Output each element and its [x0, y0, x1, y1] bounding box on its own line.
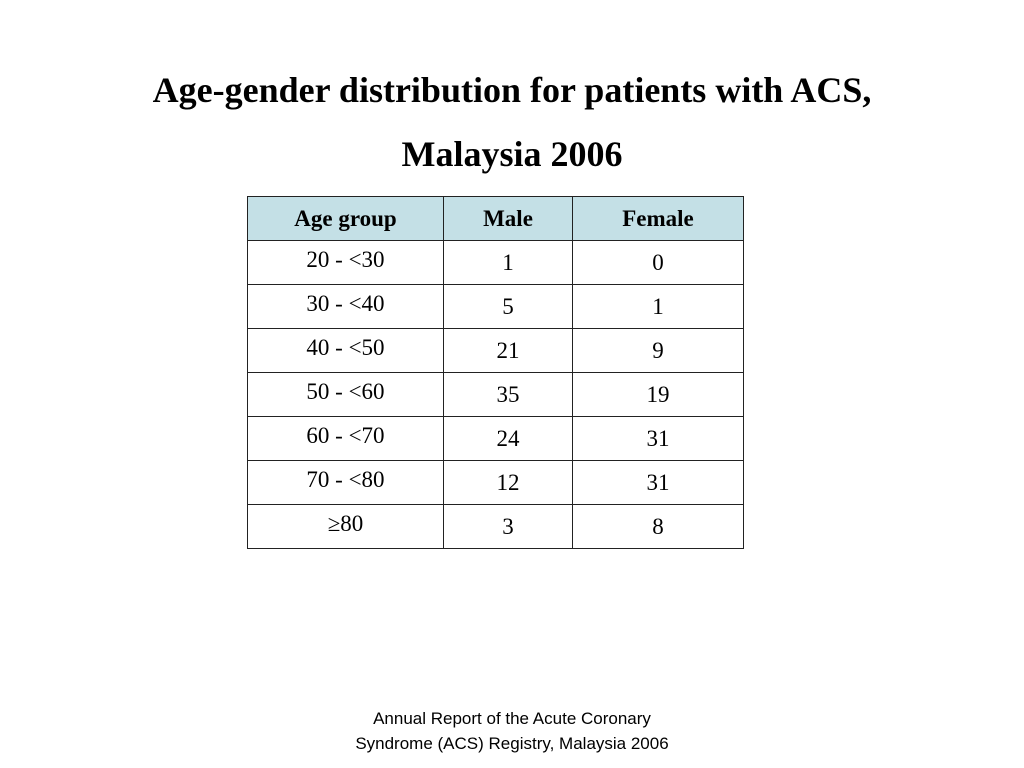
slide-title [60, 58, 964, 186]
source-citation [312, 706, 712, 756]
table-row [248, 417, 744, 461]
male-count-cell: 3 [444, 505, 573, 549]
female-count-cell: 0 [573, 241, 744, 285]
female-count-cell: 9 [573, 329, 744, 373]
age-group-cell [248, 417, 444, 461]
source-citation-line-1: Annual Report of the Acute Coronary [373, 709, 651, 728]
age-group-label: 70 - <80 [306, 466, 385, 492]
age-group-label: 50 - <60 [306, 378, 385, 404]
table-header [248, 197, 744, 241]
table-row [248, 241, 744, 285]
slide-title-line-2: Malaysia 2006 [401, 134, 623, 174]
table-row [248, 461, 744, 505]
female-count-cell: 19 [573, 373, 744, 417]
age-group-label: 40 - <50 [306, 334, 385, 360]
age-group-label: 60 - <70 [306, 422, 385, 448]
header-male: Male [444, 197, 573, 241]
age-group-cell [248, 285, 444, 329]
table-row [248, 329, 744, 373]
male-count-cell: 12 [444, 461, 573, 505]
table-header-row [248, 197, 744, 241]
age-group-cell [248, 329, 444, 373]
source-citation-line-2: Syndrome (ACS) Registry, Malaysia 2006 [355, 734, 669, 753]
age-group-cell [248, 241, 444, 285]
table-row [248, 285, 744, 329]
female-count-cell: 31 [573, 417, 744, 461]
male-count-cell: 24 [444, 417, 573, 461]
age-group-cell [248, 505, 444, 549]
female-count-cell: 31 [573, 461, 744, 505]
table-row [248, 373, 744, 417]
age-group-label: 30 - <40 [306, 290, 385, 316]
male-count-cell: 35 [444, 373, 573, 417]
age-gender-table [247, 196, 744, 549]
header-age-group: Age group [248, 197, 444, 241]
male-count-cell: 21 [444, 329, 573, 373]
header-female: Female [573, 197, 744, 241]
male-count-cell: 1 [444, 241, 573, 285]
age-group-label: 20 - <30 [306, 246, 385, 272]
table-row [248, 505, 744, 549]
slide-title-line-1: Age-gender distribution for patients with ACS, [152, 70, 872, 110]
female-count-cell: 1 [573, 285, 744, 329]
age-group-cell [248, 373, 444, 417]
female-count-cell: 8 [573, 505, 744, 549]
age-group-cell [248, 461, 444, 505]
age-group-label: ≥80 [327, 510, 364, 536]
male-count-cell: 5 [444, 285, 573, 329]
table-body [248, 241, 744, 549]
